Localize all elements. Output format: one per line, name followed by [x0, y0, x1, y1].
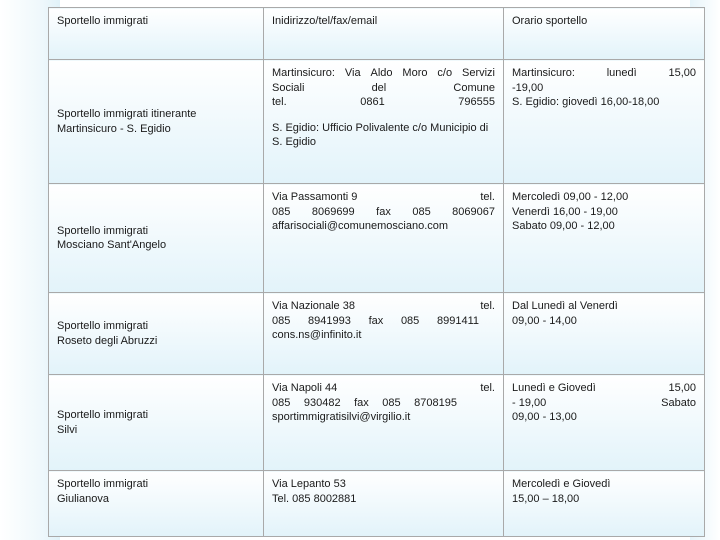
- word: 085: [272, 205, 291, 218]
- hours-cell: [504, 375, 705, 471]
- desk-name-line: Sportello immigrati itinerante: [57, 108, 197, 120]
- word: lunedì: [606, 67, 637, 79]
- table-row: [49, 375, 705, 471]
- table-row: [49, 184, 705, 293]
- desk-name-line: Giulianova: [57, 492, 109, 505]
- hours-line: [512, 381, 696, 396]
- hours-cell: [504, 293, 705, 375]
- word: Via: [344, 67, 361, 79]
- address-cell: [264, 471, 504, 537]
- header-cell-address: [264, 8, 504, 60]
- word: 085: [400, 314, 420, 327]
- address-line: Tel. 085 8002881: [272, 492, 357, 505]
- header-cell-hours: [504, 8, 705, 60]
- header-cell-desk: [49, 8, 264, 60]
- hours-line: 09,00 - 13,00: [512, 411, 577, 423]
- address-line: [272, 396, 495, 411]
- address-cell: [264, 184, 504, 293]
- word: Aldo: [370, 67, 393, 79]
- word: tel.: [272, 96, 287, 108]
- desk-name-line: Martinsicuro - S. Egidio: [57, 122, 171, 135]
- address-line: [272, 190, 495, 205]
- hours-line: Venerdì 16,00 - 19,00: [512, 205, 618, 218]
- word: - 19,00: [512, 396, 547, 409]
- email-text: sportimmigratisilvi@virgilio.it: [272, 411, 411, 423]
- word: 085: [272, 314, 291, 327]
- header-label: Orario sportello: [512, 15, 588, 27]
- address-cell: [264, 60, 504, 184]
- address-line: [272, 381, 495, 396]
- word: Comune: [453, 81, 495, 94]
- hours-line: Mercoledì e Giovedì: [512, 478, 611, 490]
- hours-cell: [504, 471, 705, 537]
- address-cell: [264, 293, 504, 375]
- hours-cell: [504, 60, 705, 184]
- word: 8069699: [311, 205, 355, 218]
- desk-name-cell: [49, 293, 264, 375]
- address-line: [272, 95, 495, 110]
- word: 085: [382, 396, 401, 409]
- hours-line: [512, 66, 696, 81]
- word: 8708195: [414, 396, 457, 409]
- hours-line: Dal Lunedì al Venerdì: [512, 300, 618, 312]
- word: fax: [368, 314, 384, 327]
- word: Lunedì e Giovedì: [512, 382, 596, 394]
- immigrant-desks-table: [48, 7, 705, 537]
- word: Servizi: [461, 67, 495, 79]
- word: tel.: [480, 382, 495, 394]
- word: 0861: [360, 96, 385, 108]
- address-line: [272, 66, 495, 81]
- word: 15,00: [668, 67, 696, 79]
- word: Sociali: [272, 81, 305, 94]
- desk-name-line: Mosciano Sant'Angelo: [57, 239, 167, 251]
- desk-name-line: Sportello immigrati: [57, 478, 149, 490]
- word: Martinsicuro:: [272, 67, 335, 79]
- desk-name-line: Sportello immigrati: [57, 409, 149, 421]
- address-line: [272, 205, 495, 220]
- word: 8069067: [452, 205, 495, 218]
- word: Moro: [402, 67, 428, 79]
- word: 085: [412, 205, 431, 218]
- word: 796555: [458, 96, 495, 108]
- word: Martinsicuro:: [512, 67, 575, 79]
- hours-line: 09,00 - 14,00: [512, 314, 577, 327]
- desk-name-line: Sportello immigrati: [57, 320, 149, 332]
- word: Sabato: [661, 396, 696, 409]
- desk-name-cell: [49, 184, 264, 293]
- email-text: affarisociali@comunemosciano.com: [272, 220, 449, 232]
- hours-line: Sabato 09,00 - 12,00: [512, 220, 615, 232]
- header-label: Inidirizzo/tel/fax/email: [272, 15, 378, 27]
- address-line: [272, 299, 495, 314]
- table-row: [49, 293, 705, 375]
- desk-name-line: Roseto degli Abruzzi: [57, 334, 158, 347]
- table-row: [49, 471, 705, 537]
- desk-name-line: Silvi: [57, 423, 78, 436]
- address-line: Via Lepanto 53: [272, 478, 346, 490]
- word: Via Napoli 44: [272, 382, 338, 394]
- word: tel.: [480, 191, 495, 203]
- word: del: [371, 81, 387, 94]
- word: tel.: [480, 300, 495, 312]
- email-text: cons.ns@infinito.it: [272, 329, 362, 341]
- header-label: Sportello immigrati: [57, 15, 149, 27]
- word: 930482: [303, 396, 341, 409]
- desk-name-cell: [49, 375, 264, 471]
- hours-line: S. Egidio: giovedì 16,00-18,00: [512, 96, 660, 108]
- word: 8991411: [436, 314, 479, 327]
- desk-name-cell: [49, 60, 264, 184]
- word: fax: [354, 396, 369, 409]
- word: Via Passamonti 9: [272, 191, 358, 203]
- address-cell: [264, 375, 504, 471]
- desk-name-line: Sportello immigrati: [57, 224, 149, 237]
- hours-line: [512, 396, 696, 411]
- word: fax: [376, 205, 391, 218]
- hours-line: 15,00 – 18,00: [512, 492, 580, 505]
- table-header-row: [49, 8, 705, 60]
- hours-line: -19,00: [512, 81, 544, 94]
- desk-name-cell: [49, 471, 264, 537]
- word: 8941993: [308, 314, 351, 327]
- hours-line: Mercoledì 09,00 - 12,00: [512, 191, 629, 203]
- word: 085: [272, 396, 291, 409]
- word: Via Nazionale 38: [272, 300, 355, 312]
- address-line: [272, 81, 495, 96]
- address-extra: S. Egidio: Ufficio Polivalente c/o Municipio di S. Egidio: [272, 121, 489, 148]
- table-row: [49, 60, 705, 184]
- address-line: [272, 314, 495, 329]
- word: 15,00: [668, 382, 696, 394]
- hours-cell: [504, 184, 705, 293]
- word: c/o: [437, 67, 453, 79]
